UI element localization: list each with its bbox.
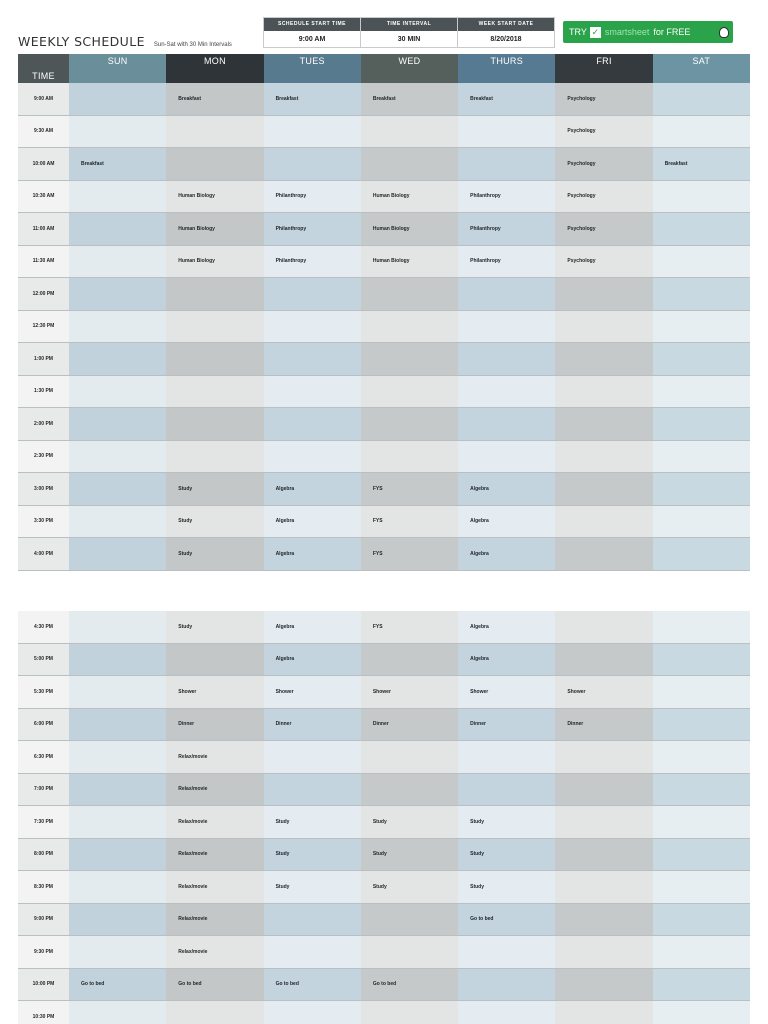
column-header-sun: SUN bbox=[69, 54, 166, 83]
schedule-cell-tues[interactable]: Go to bed bbox=[264, 969, 361, 1001]
time-slot-row bbox=[18, 408, 750, 441]
schedule-cell-sun[interactable] bbox=[69, 408, 166, 440]
schedule-cell-sat[interactable] bbox=[653, 709, 750, 741]
schedule-cell-wed[interactable]: Study bbox=[361, 839, 458, 871]
schedule-cell-mon[interactable]: Relax/movie bbox=[166, 904, 263, 936]
time-slot-label: 10:00 AM bbox=[18, 148, 69, 180]
schedule-cell-sun[interactable] bbox=[69, 741, 166, 773]
schedule-cell-fri[interactable]: Psychology bbox=[555, 148, 652, 180]
time-slot-label: 4:00 PM bbox=[18, 538, 69, 570]
schedule-cell-tues[interactable]: Shower bbox=[264, 676, 361, 708]
setting-value[interactable]: 8/20/2018 bbox=[490, 35, 522, 43]
time-slot-row bbox=[18, 441, 750, 474]
schedule-cell-mon[interactable] bbox=[166, 376, 263, 408]
schedule-cell-sun[interactable] bbox=[69, 839, 166, 871]
time-slot-label: 5:30 PM bbox=[18, 676, 69, 708]
schedule-cell-tues[interactable] bbox=[264, 741, 361, 773]
schedule-cell-fri[interactable]: Shower bbox=[555, 676, 652, 708]
schedule-cell-sat[interactable] bbox=[653, 116, 750, 148]
schedule-cell-thurs[interactable] bbox=[458, 278, 555, 310]
schedule-cell-thurs[interactable]: Philanthropy bbox=[458, 246, 555, 278]
time-slot-row bbox=[18, 644, 750, 677]
time-slot-label: 5:00 PM bbox=[18, 644, 69, 676]
schedule-cell-tues[interactable]: Dinner bbox=[264, 709, 361, 741]
time-slot-label: 3:00 PM bbox=[18, 473, 69, 505]
schedule-cell-sun[interactable] bbox=[69, 676, 166, 708]
schedule-cell-sat[interactable] bbox=[653, 1001, 750, 1024]
promo-brand-label: smartsheet bbox=[604, 27, 650, 37]
time-slot-label: 7:00 PM bbox=[18, 774, 69, 806]
time-slot-row bbox=[18, 246, 750, 279]
schedule-cell-sat[interactable] bbox=[653, 441, 750, 473]
schedule-cell-wed[interactable]: FYS bbox=[361, 473, 458, 505]
schedule-cell-sun[interactable] bbox=[69, 936, 166, 968]
schedule-cell-mon[interactable]: Study bbox=[166, 506, 263, 538]
schedule-cell-tues[interactable] bbox=[264, 1001, 361, 1024]
schedule-cell-sun[interactable] bbox=[69, 806, 166, 838]
schedule-cell-mon[interactable] bbox=[166, 116, 263, 148]
schedule-cell-sun[interactable] bbox=[69, 644, 166, 676]
schedule-cell-mon[interactable] bbox=[166, 343, 263, 375]
schedule-cell-sat[interactable] bbox=[653, 343, 750, 375]
schedule-cell-sat[interactable] bbox=[653, 774, 750, 806]
page-subtitle: Sun-Sat with 30 Min Intervals bbox=[153, 42, 232, 48]
time-slot-row bbox=[18, 871, 750, 904]
schedule-cell-fri[interactable] bbox=[555, 936, 652, 968]
schedule-cell-mon[interactable] bbox=[166, 278, 263, 310]
schedule-cell-mon[interactable] bbox=[166, 644, 263, 676]
schedule-cell-tues[interactable] bbox=[264, 116, 361, 148]
setting-label: SCHEDULE START TIME bbox=[264, 18, 360, 31]
time-slot-row bbox=[18, 774, 750, 807]
schedule-cell-tues[interactable] bbox=[264, 441, 361, 473]
schedule-cell-fri[interactable] bbox=[555, 441, 652, 473]
time-slot-row bbox=[18, 969, 750, 1002]
schedule-cell-fri[interactable] bbox=[555, 644, 652, 676]
schedule-cell-tues[interactable] bbox=[264, 774, 361, 806]
setting-value[interactable]: 9:00 AM bbox=[298, 35, 326, 43]
schedule-cell-sun[interactable] bbox=[69, 116, 166, 148]
schedule-cell-wed[interactable] bbox=[361, 376, 458, 408]
schedule-cell-tues[interactable] bbox=[264, 408, 361, 440]
schedule-cell-sat[interactable] bbox=[653, 969, 750, 1001]
time-slot-label: 11:30 AM bbox=[18, 246, 69, 278]
schedule-cell-fri[interactable] bbox=[555, 904, 652, 936]
schedule-cell-tues[interactable]: Study bbox=[264, 806, 361, 838]
schedule-cell-sun[interactable] bbox=[69, 83, 166, 115]
time-slot-label: 9:30 AM bbox=[18, 116, 69, 148]
time-slot-row bbox=[18, 473, 750, 506]
time-slot-label: 4:30 PM bbox=[18, 611, 69, 643]
time-slot-row bbox=[18, 213, 750, 246]
schedule-cell-sun[interactable] bbox=[69, 441, 166, 473]
schedule-cell-thurs[interactable]: Algebra bbox=[458, 611, 555, 643]
setting-label: WEEK START DATE bbox=[458, 18, 554, 31]
time-slot-row bbox=[18, 611, 750, 644]
time-slot-row bbox=[18, 936, 750, 969]
schedule-cell-thurs[interactable] bbox=[458, 343, 555, 375]
schedule-cell-wed[interactable]: Human Biology bbox=[361, 213, 458, 245]
schedule-cell-sun[interactable]: Breakfast bbox=[69, 148, 166, 180]
schedule-cell-thurs[interactable] bbox=[458, 311, 555, 343]
time-slot-label: 9:00 AM bbox=[18, 83, 69, 115]
setting-interval[interactable] bbox=[361, 18, 458, 47]
schedule-cell-sat[interactable] bbox=[653, 408, 750, 440]
schedule-cell-tues[interactable]: Study bbox=[264, 839, 361, 871]
schedule-cell-tues[interactable] bbox=[264, 936, 361, 968]
schedule-cell-fri[interactable]: Psychology bbox=[555, 246, 652, 278]
schedule-cell-sun[interactable] bbox=[69, 213, 166, 245]
schedule-cell-sun[interactable]: Go to bed bbox=[69, 969, 166, 1001]
schedule-cell-fri[interactable] bbox=[555, 1001, 652, 1024]
schedule-cell-wed[interactable]: Human Biology bbox=[361, 246, 458, 278]
schedule-cell-wed[interactable] bbox=[361, 278, 458, 310]
time-rows-top bbox=[18, 83, 750, 571]
schedule-cell-fri[interactable] bbox=[555, 806, 652, 838]
schedule-cell-tues[interactable]: Philanthropy bbox=[264, 181, 361, 213]
schedule-cell-fri[interactable] bbox=[555, 311, 652, 343]
schedule-cell-sun[interactable] bbox=[69, 871, 166, 903]
schedule-cell-thurs[interactable]: Shower bbox=[458, 676, 555, 708]
time-slot-row bbox=[18, 181, 750, 214]
time-slot-label: 1:00 PM bbox=[18, 343, 69, 375]
schedule-cell-thurs[interactable]: Study bbox=[458, 839, 555, 871]
schedule-cell-fri[interactable] bbox=[555, 473, 652, 505]
schedule-cell-wed[interactable]: Human Biology bbox=[361, 181, 458, 213]
schedule-cell-sat[interactable] bbox=[653, 213, 750, 245]
schedule-cell-sun[interactable] bbox=[69, 343, 166, 375]
schedule-cell-thurs[interactable] bbox=[458, 1001, 555, 1024]
schedule-cell-mon[interactable] bbox=[166, 441, 263, 473]
schedule-cell-sun[interactable] bbox=[69, 611, 166, 643]
schedule-cell-tues[interactable]: Algebra bbox=[264, 473, 361, 505]
schedule-cell-wed[interactable]: Dinner bbox=[361, 709, 458, 741]
schedule-cell-wed[interactable] bbox=[361, 741, 458, 773]
time-slot-row bbox=[18, 116, 750, 149]
schedule-cell-wed[interactable]: Shower bbox=[361, 676, 458, 708]
time-slot-row bbox=[18, 83, 750, 116]
schedule-cell-sat[interactable] bbox=[653, 181, 750, 213]
time-slot-label: 2:30 PM bbox=[18, 441, 69, 473]
setting-value[interactable]: 30 MIN bbox=[397, 35, 421, 43]
schedule-cell-thurs[interactable]: Study bbox=[458, 806, 555, 838]
time-slot-label: 12:00 PM bbox=[18, 278, 69, 310]
schedule-cell-thurs[interactable] bbox=[458, 774, 555, 806]
time-slot-row bbox=[18, 806, 750, 839]
time-slot-row bbox=[18, 343, 750, 376]
schedule-cell-wed[interactable] bbox=[361, 1001, 458, 1024]
schedule-cell-sun[interactable] bbox=[69, 538, 166, 570]
schedule-cell-fri[interactable] bbox=[555, 969, 652, 1001]
column-header-fri: FRI bbox=[555, 54, 652, 83]
try-smartsheet-button[interactable] bbox=[563, 21, 733, 43]
time-rows-bottom bbox=[18, 611, 750, 1024]
schedule-cell-wed[interactable] bbox=[361, 343, 458, 375]
page-title: WEEKLY SCHEDULE bbox=[18, 34, 145, 49]
schedule-cell-tues[interactable] bbox=[264, 343, 361, 375]
schedule-cell-sat[interactable] bbox=[653, 473, 750, 505]
schedule-cell-sun[interactable] bbox=[69, 774, 166, 806]
schedule-cell-thurs[interactable] bbox=[458, 148, 555, 180]
time-slot-row bbox=[18, 376, 750, 409]
time-slot-row bbox=[18, 741, 750, 774]
schedule-cell-sun[interactable] bbox=[69, 473, 166, 505]
schedule-cell-thurs[interactable]: Dinner bbox=[458, 709, 555, 741]
schedule-cell-wed[interactable]: FYS bbox=[361, 506, 458, 538]
schedule-cell-sun[interactable] bbox=[69, 311, 166, 343]
schedule-cell-mon[interactable]: Human Biology bbox=[166, 213, 263, 245]
schedule-cell-thurs[interactable] bbox=[458, 408, 555, 440]
schedule-cell-fri[interactable]: Psychology bbox=[555, 83, 652, 115]
time-slot-label: 1:30 PM bbox=[18, 376, 69, 408]
schedule-cell-thurs[interactable] bbox=[458, 441, 555, 473]
schedule-cell-sat[interactable] bbox=[653, 936, 750, 968]
time-slot-label: 8:30 PM bbox=[18, 871, 69, 903]
schedule-cell-tues[interactable] bbox=[264, 311, 361, 343]
schedule-cell-sun[interactable] bbox=[69, 246, 166, 278]
schedule-cell-mon[interactable]: Study bbox=[166, 538, 263, 570]
schedule-settings bbox=[263, 17, 555, 48]
schedule-cell-tues[interactable]: Algebra bbox=[264, 644, 361, 676]
schedule-cell-wed[interactable] bbox=[361, 904, 458, 936]
time-slot-label: 7:30 PM bbox=[18, 806, 69, 838]
schedule-cell-fri[interactable] bbox=[555, 376, 652, 408]
schedule-cell-sat[interactable] bbox=[653, 611, 750, 643]
schedule-cell-sat[interactable] bbox=[653, 839, 750, 871]
schedule-grid-bottom bbox=[18, 611, 750, 1024]
schedule-cell-sat[interactable] bbox=[653, 538, 750, 570]
time-slot-label: 2:00 PM bbox=[18, 408, 69, 440]
schedule-cell-sat[interactable]: Breakfast bbox=[653, 148, 750, 180]
schedule-cell-fri[interactable]: Psychology bbox=[555, 116, 652, 148]
time-slot-row bbox=[18, 148, 750, 181]
schedule-cell-sat[interactable] bbox=[653, 741, 750, 773]
schedule-cell-mon[interactable]: Relax/movie bbox=[166, 936, 263, 968]
time-slot-row bbox=[18, 904, 750, 937]
schedule-cell-wed[interactable]: Study bbox=[361, 806, 458, 838]
schedule-cell-sat[interactable] bbox=[653, 676, 750, 708]
time-slot-label: 10:30 AM bbox=[18, 181, 69, 213]
schedule-cell-wed[interactable] bbox=[361, 644, 458, 676]
check-icon: ✓ bbox=[591, 26, 600, 37]
schedule-cell-wed[interactable] bbox=[361, 311, 458, 343]
time-slot-label: 9:00 PM bbox=[18, 904, 69, 936]
schedule-cell-tues[interactable]: Algebra bbox=[264, 611, 361, 643]
schedule-cell-mon[interactable]: Relax/movie bbox=[166, 741, 263, 773]
schedule-cell-fri[interactable] bbox=[555, 839, 652, 871]
schedule-cell-tues[interactable]: Philanthropy bbox=[264, 213, 361, 245]
schedule-cell-fri[interactable] bbox=[555, 408, 652, 440]
time-slot-row bbox=[18, 1001, 750, 1024]
schedule-cell-sun[interactable] bbox=[69, 506, 166, 538]
time-slot-row bbox=[18, 506, 750, 539]
schedule-cell-mon[interactable]: Relax/movie bbox=[166, 774, 263, 806]
time-slot-label: 12:30 PM bbox=[18, 311, 69, 343]
schedule-cell-mon[interactable] bbox=[166, 1001, 263, 1024]
schedule-cell-mon[interactable]: Go to bed bbox=[166, 969, 263, 1001]
schedule-cell-fri[interactable]: Psychology bbox=[555, 213, 652, 245]
schedule-cell-sat[interactable] bbox=[653, 806, 750, 838]
schedule-cell-tues[interactable]: Breakfast bbox=[264, 83, 361, 115]
promo-free-label: for FREE bbox=[653, 27, 691, 37]
schedule-cell-mon[interactable]: Breakfast bbox=[166, 83, 263, 115]
schedule-cell-thurs[interactable]: Algebra bbox=[458, 644, 555, 676]
schedule-cell-sat[interactable] bbox=[653, 278, 750, 310]
column-header-mon: MON bbox=[166, 54, 263, 83]
schedule-cell-sun[interactable] bbox=[69, 278, 166, 310]
schedule-cell-mon[interactable]: Human Biology bbox=[166, 246, 263, 278]
title-block bbox=[18, 34, 232, 49]
column-header-wed: WED bbox=[361, 54, 458, 83]
schedule-cell-sat[interactable] bbox=[653, 311, 750, 343]
schedule-cell-thurs[interactable]: Breakfast bbox=[458, 83, 555, 115]
schedule-cell-fri[interactable] bbox=[555, 871, 652, 903]
schedule-cell-wed[interactable] bbox=[361, 116, 458, 148]
schedule-cell-thurs[interactable] bbox=[458, 969, 555, 1001]
time-slot-label: 11:00 AM bbox=[18, 213, 69, 245]
schedule-grid-top bbox=[18, 54, 750, 571]
time-slot-label: 10:30 PM bbox=[18, 1001, 69, 1024]
setting-start-time[interactable] bbox=[264, 18, 361, 47]
schedule-cell-fri[interactable] bbox=[555, 538, 652, 570]
schedule-cell-thurs[interactable]: Algebra bbox=[458, 473, 555, 505]
schedule-cell-fri[interactable] bbox=[555, 506, 652, 538]
schedule-cell-wed[interactable] bbox=[361, 441, 458, 473]
schedule-cell-tues[interactable]: Algebra bbox=[264, 506, 361, 538]
schedule-cell-tues[interactable] bbox=[264, 904, 361, 936]
schedule-cell-mon[interactable]: Shower bbox=[166, 676, 263, 708]
schedule-cell-thurs[interactable]: Go to bed bbox=[458, 904, 555, 936]
schedule-cell-tues[interactable]: Philanthropy bbox=[264, 246, 361, 278]
column-header-sat: SAT bbox=[653, 54, 750, 83]
column-header-tues: TUES bbox=[264, 54, 361, 83]
column-header-time: TIME bbox=[18, 54, 69, 83]
schedule-cell-fri[interactable] bbox=[555, 278, 652, 310]
schedule-cell-wed[interactable] bbox=[361, 936, 458, 968]
schedule-cell-mon[interactable]: Dinner bbox=[166, 709, 263, 741]
schedule-cell-thurs[interactable] bbox=[458, 741, 555, 773]
schedule-cell-mon[interactable]: Relax/movie bbox=[166, 839, 263, 871]
schedule-cell-fri[interactable]: Psychology bbox=[555, 181, 652, 213]
schedule-cell-thurs[interactable]: Study bbox=[458, 871, 555, 903]
setting-label: TIME INTERVAL bbox=[361, 18, 457, 31]
schedule-cell-wed[interactable] bbox=[361, 148, 458, 180]
schedule-cell-fri[interactable] bbox=[555, 343, 652, 375]
schedule-cell-wed[interactable]: Go to bed bbox=[361, 969, 458, 1001]
promo-try-label: TRY bbox=[569, 27, 587, 37]
schedule-cell-wed[interactable]: Breakfast bbox=[361, 83, 458, 115]
time-slot-label: 10:00 PM bbox=[18, 969, 69, 1001]
schedule-cell-thurs[interactable] bbox=[458, 376, 555, 408]
schedule-cell-thurs[interactable]: Algebra bbox=[458, 538, 555, 570]
schedule-cell-sat[interactable] bbox=[653, 246, 750, 278]
schedule-cell-mon[interactable]: Relax/movie bbox=[166, 871, 263, 903]
time-slot-label: 8:00 PM bbox=[18, 839, 69, 871]
schedule-cell-tues[interactable] bbox=[264, 148, 361, 180]
schedule-cell-sun[interactable] bbox=[69, 1001, 166, 1024]
schedule-cell-sun[interactable] bbox=[69, 709, 166, 741]
column-header-thurs: THURS bbox=[458, 54, 555, 83]
time-slot-row bbox=[18, 676, 750, 709]
schedule-cell-sat[interactable] bbox=[653, 904, 750, 936]
schedule-cell-sat[interactable] bbox=[653, 871, 750, 903]
schedule-cell-sun[interactable] bbox=[69, 181, 166, 213]
time-slot-label: 6:30 PM bbox=[18, 741, 69, 773]
schedule-cell-wed[interactable]: Study bbox=[361, 871, 458, 903]
hand-cursor-icon bbox=[719, 27, 729, 38]
time-slot-label: 3:30 PM bbox=[18, 506, 69, 538]
schedule-cell-tues[interactable] bbox=[264, 278, 361, 310]
schedule-cell-mon[interactable] bbox=[166, 311, 263, 343]
schedule-cell-tues[interactable] bbox=[264, 376, 361, 408]
schedule-cell-fri[interactable]: Dinner bbox=[555, 709, 652, 741]
schedule-cell-mon[interactable] bbox=[166, 148, 263, 180]
schedule-cell-fri[interactable] bbox=[555, 741, 652, 773]
schedule-cell-fri[interactable] bbox=[555, 774, 652, 806]
schedule-cell-sun[interactable] bbox=[69, 904, 166, 936]
schedule-cell-thurs[interactable] bbox=[458, 116, 555, 148]
schedule-cell-sun[interactable] bbox=[69, 376, 166, 408]
schedule-cell-thurs[interactable]: Philanthropy bbox=[458, 181, 555, 213]
schedule-cell-wed[interactable]: FYS bbox=[361, 538, 458, 570]
schedule-cell-mon[interactable]: Human Biology bbox=[166, 181, 263, 213]
schedule-cell-thurs[interactable]: Algebra bbox=[458, 506, 555, 538]
schedule-cell-wed[interactable]: FYS bbox=[361, 611, 458, 643]
schedule-cell-tues[interactable]: Algebra bbox=[264, 538, 361, 570]
schedule-cell-sat[interactable] bbox=[653, 83, 750, 115]
time-slot-label: 6:00 PM bbox=[18, 709, 69, 741]
schedule-cell-thurs[interactable]: Philanthropy bbox=[458, 213, 555, 245]
column-header-row bbox=[18, 54, 750, 83]
time-slot-row bbox=[18, 311, 750, 344]
schedule-cell-mon[interactable]: Study bbox=[166, 473, 263, 505]
setting-week-start[interactable] bbox=[458, 18, 554, 47]
time-slot-row bbox=[18, 278, 750, 311]
schedule-cell-mon[interactable] bbox=[166, 408, 263, 440]
schedule-cell-sat[interactable] bbox=[653, 506, 750, 538]
schedule-cell-sat[interactable] bbox=[653, 376, 750, 408]
time-slot-row bbox=[18, 709, 750, 742]
schedule-cell-fri[interactable] bbox=[555, 611, 652, 643]
time-slot-label: 9:30 PM bbox=[18, 936, 69, 968]
schedule-cell-thurs[interactable] bbox=[458, 936, 555, 968]
schedule-cell-sat[interactable] bbox=[653, 644, 750, 676]
schedule-cell-mon[interactable]: Study bbox=[166, 611, 263, 643]
schedule-cell-wed[interactable] bbox=[361, 774, 458, 806]
schedule-cell-mon[interactable]: Relax/movie bbox=[166, 806, 263, 838]
schedule-cell-tues[interactable]: Study bbox=[264, 871, 361, 903]
time-slot-row bbox=[18, 839, 750, 872]
time-slot-row bbox=[18, 538, 750, 571]
schedule-cell-wed[interactable] bbox=[361, 408, 458, 440]
